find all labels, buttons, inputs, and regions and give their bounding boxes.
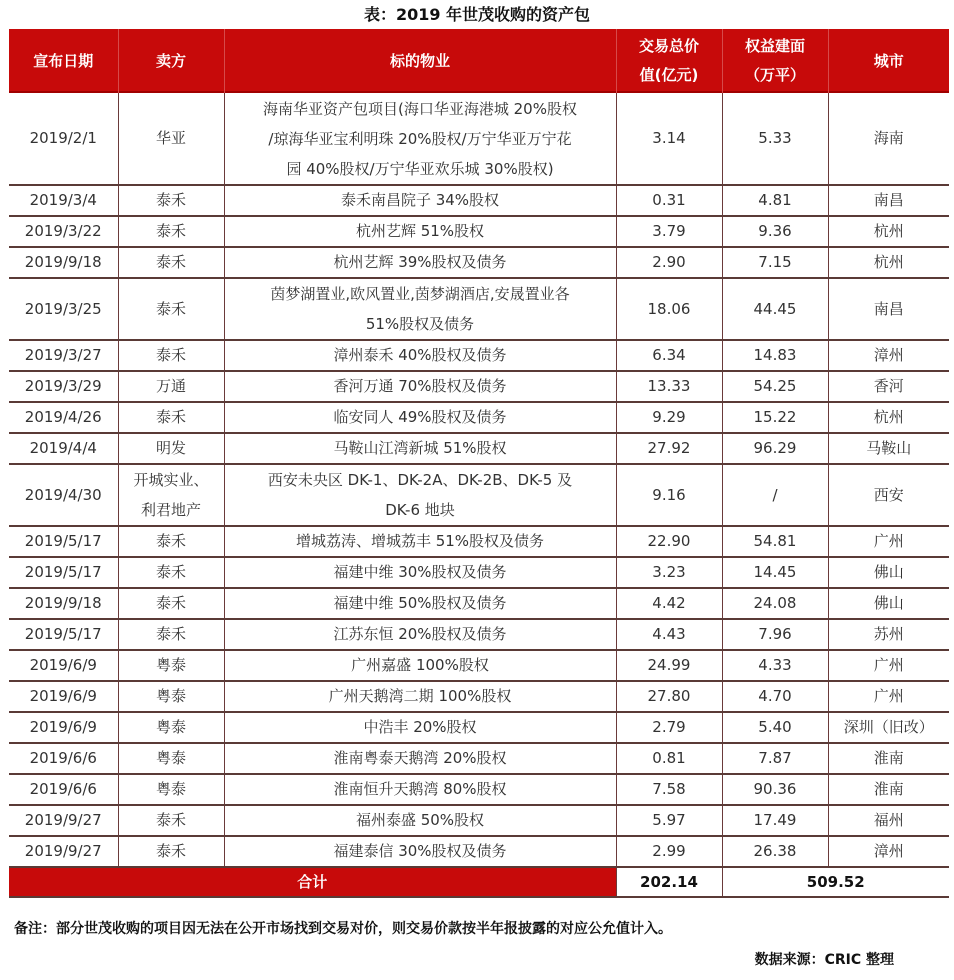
cell-area: 5.33	[722, 93, 828, 185]
cell-date: 2019/5/17	[9, 619, 118, 650]
asset-line: 江苏东恒 20%股权及债务	[333, 625, 507, 643]
seller-line: 利君地产	[140, 501, 201, 519]
cell-seller: 泰禾	[118, 805, 224, 836]
cell-date: 2019/6/6	[9, 774, 118, 805]
cell-city: 南昌	[828, 185, 949, 216]
table-row	[9, 93, 949, 185]
asset-line: 茵梦湖置业,欧风置业,茵梦湖酒店,安晟置业各	[270, 285, 570, 303]
cell-asset	[224, 557, 616, 588]
cell-asset	[224, 619, 616, 650]
cell-seller: 万通	[118, 371, 224, 402]
table-row	[9, 557, 949, 588]
table-row	[9, 588, 949, 619]
cell-value: 2.79	[616, 712, 722, 743]
cell-seller: 泰禾	[118, 588, 224, 619]
cell-asset	[224, 402, 616, 433]
cell-value: 22.90	[616, 526, 722, 557]
cell-area: 24.08	[722, 588, 828, 619]
cell-area: 44.45	[722, 278, 828, 340]
cell-asset	[224, 526, 616, 557]
table-row	[9, 402, 949, 433]
cell-area: 90.36	[722, 774, 828, 805]
table-title: 表：2019 年世茂收购的资产包	[363, 5, 591, 24]
header-city	[828, 29, 949, 93]
cell-date: 2019/4/30	[9, 464, 118, 526]
table-row	[9, 278, 949, 340]
cell-area: 15.22	[722, 402, 828, 433]
header-seller-label: 卖方	[155, 51, 186, 70]
cell-seller: 泰禾	[118, 402, 224, 433]
cell-asset	[224, 681, 616, 712]
cell-seller: 泰禾	[118, 836, 224, 867]
cell-city: 南昌	[828, 278, 949, 340]
cell-seller: 泰禾	[118, 185, 224, 216]
cell-seller: 泰禾	[118, 278, 224, 340]
table-row	[9, 774, 949, 805]
table-row	[9, 650, 949, 681]
header-area-line2: （万平）	[744, 66, 805, 84]
cell-area: 7.15	[722, 247, 828, 278]
total-label: 合计	[9, 867, 616, 897]
cell-city: 漳州	[828, 340, 949, 371]
cell-date: 2019/4/4	[9, 433, 118, 464]
cell-city: 香河	[828, 371, 949, 402]
cell-city: 苏州	[828, 619, 949, 650]
cell-area: 4.81	[722, 185, 828, 216]
cell-area: 26.38	[722, 836, 828, 867]
table-row	[9, 340, 949, 371]
cell-asset	[224, 433, 616, 464]
asset-line: 广州嘉盛 100%股权	[351, 656, 489, 674]
cell-value: 0.31	[616, 185, 722, 216]
table-row	[9, 247, 949, 278]
table-row	[9, 371, 949, 402]
cell-asset	[224, 185, 616, 216]
cell-area: 9.36	[722, 216, 828, 247]
cell-date: 2019/9/18	[9, 588, 118, 619]
asset-line: 海南华亚资产包项目(海口华亚海港城 20%股权	[263, 99, 577, 118]
cell-value: 0.81	[616, 743, 722, 774]
header-seller	[118, 29, 224, 93]
header-asset	[224, 29, 616, 93]
cell-date: 2019/9/18	[9, 247, 118, 278]
cell-value: 13.33	[616, 371, 722, 402]
asset-line: 马鞍山江湾新城 51%股权	[333, 439, 507, 457]
cell-seller: 粤泰	[118, 681, 224, 712]
cell-city: 杭州	[828, 247, 949, 278]
cell-asset	[224, 743, 616, 774]
cell-date: 2019/6/9	[9, 650, 118, 681]
header-value-line2: 值(亿元)	[639, 66, 699, 84]
cell-seller: 泰禾	[118, 340, 224, 371]
cell-seller: 泰禾	[118, 557, 224, 588]
cell-area: 7.87	[722, 743, 828, 774]
asset-line: 广州天鹅湾二期 100%股权	[328, 687, 512, 705]
cell-asset	[224, 712, 616, 743]
asset-line: 漳州泰禾 40%股权及债务	[333, 346, 507, 364]
asset-line: 西安未央区 DK-1、DK-2A、DK-2B、DK-5 及	[267, 471, 573, 489]
table-row	[9, 712, 949, 743]
cell-value: 2.90	[616, 247, 722, 278]
cell-value: 5.97	[616, 805, 722, 836]
table-row	[9, 464, 949, 526]
cell-asset	[224, 93, 616, 185]
asset-line: 福州泰盛 50%股权	[355, 811, 485, 829]
cell-value: 24.99	[616, 650, 722, 681]
cell-seller: 明发	[118, 433, 224, 464]
cell-asset	[224, 278, 616, 340]
cell-city: 广州	[828, 650, 949, 681]
cell-date: 2019/3/29	[9, 371, 118, 402]
cell-asset	[224, 340, 616, 371]
asset-line: 中浩丰 20%股权	[363, 718, 477, 736]
table-row	[9, 619, 949, 650]
cell-area: /	[722, 464, 828, 526]
cell-value: 27.80	[616, 681, 722, 712]
cell-seller: 粤泰	[118, 743, 224, 774]
cell-asset	[224, 836, 616, 867]
header-row	[9, 29, 949, 93]
asset-line: 香河万通 70%股权及债务	[333, 377, 507, 395]
cell-value: 3.23	[616, 557, 722, 588]
cell-area: 96.29	[722, 433, 828, 464]
cell-city: 淮南	[828, 774, 949, 805]
cell-date: 2019/3/4	[9, 185, 118, 216]
asset-line: 51%股权及债务	[365, 315, 475, 333]
cell-date: 2019/2/1	[29, 129, 97, 147]
asset-line: 淮南恒升天鹅湾 80%股权	[333, 780, 507, 798]
header-date-label: 宣布日期	[33, 51, 94, 70]
table-row	[9, 681, 949, 712]
cell-date: 2019/9/27	[9, 805, 118, 836]
asset-line: DK-6 地块	[385, 501, 455, 519]
cell-value: 18.06	[616, 278, 722, 340]
cell-date: 2019/3/27	[9, 340, 118, 371]
cell-city: 杭州	[828, 216, 949, 247]
cell-area: 14.83	[722, 340, 828, 371]
acquisition-table	[9, 29, 949, 898]
total-row	[9, 867, 949, 897]
cell-city: 广州	[828, 681, 949, 712]
cell-seller: 泰禾	[118, 247, 224, 278]
cell-city: 佛山	[828, 588, 949, 619]
cell-city: 广州	[828, 526, 949, 557]
cell-city: 西安	[828, 464, 949, 526]
cell-seller: 粤泰	[118, 774, 224, 805]
asset-line: 杭州艺辉 51%股权	[355, 222, 485, 240]
asset-line: /琼海华亚宝利明珠 20%股权/万宁华亚万宁花	[268, 129, 572, 148]
cell-city: 淮南	[828, 743, 949, 774]
cell-value: 7.58	[616, 774, 722, 805]
cell-area: 54.81	[722, 526, 828, 557]
cell-seller	[118, 464, 224, 526]
cell-date: 2019/5/17	[9, 557, 118, 588]
table-row	[9, 526, 949, 557]
cell-seller: 粤泰	[118, 712, 224, 743]
cell-asset	[224, 805, 616, 836]
cell-value: 9.29	[616, 402, 722, 433]
asset-line: 杭州艺辉 39%股权及债务	[333, 253, 507, 271]
table-row	[9, 743, 949, 774]
cell-date: 2019/3/25	[9, 278, 118, 340]
cell-asset	[224, 247, 616, 278]
cell-asset	[224, 650, 616, 681]
cell-date: 2019/6/9	[9, 712, 118, 743]
cell-city: 海南	[828, 93, 949, 185]
cell-seller: 泰禾	[118, 619, 224, 650]
table-row	[9, 805, 949, 836]
cell-seller: 粤泰	[118, 650, 224, 681]
cell-seller: 泰禾	[118, 216, 224, 247]
cell-city: 深圳（旧改）	[828, 712, 949, 743]
asset-line: 淮南粤泰天鹅湾 20%股权	[333, 749, 507, 767]
cell-value: 6.34	[616, 340, 722, 371]
cell-date: 2019/9/27	[9, 836, 118, 867]
total-value: 202.14	[616, 867, 722, 897]
cell-city: 马鞍山	[828, 433, 949, 464]
cell-seller: 华亚	[118, 93, 224, 185]
cell-value: 3.14	[616, 93, 722, 185]
cell-area: 4.70	[722, 681, 828, 712]
cell-date: 2019/4/26	[9, 402, 118, 433]
cell-asset	[224, 774, 616, 805]
cell-area: 54.25	[722, 371, 828, 402]
header-date	[9, 29, 118, 93]
total-area: 509.52	[722, 867, 949, 897]
header-value	[616, 29, 722, 93]
cell-value: 2.99	[616, 836, 722, 867]
cell-asset	[224, 216, 616, 247]
cell-city: 杭州	[828, 402, 949, 433]
seller-line: 开城实业、	[133, 471, 209, 489]
cell-value: 9.16	[616, 464, 722, 526]
cell-seller: 泰禾	[118, 526, 224, 557]
table-row	[9, 185, 949, 216]
header-area	[722, 29, 828, 93]
cell-date: 2019/6/9	[9, 681, 118, 712]
cell-date: 2019/6/6	[9, 743, 118, 774]
asset-line: 福建中维 30%股权及债务	[333, 563, 507, 581]
header-area-line1: 权益建面	[744, 37, 805, 55]
cell-area: 14.45	[722, 557, 828, 588]
cell-value: 3.79	[616, 216, 722, 247]
asset-line: 园 40%股权/万宁华亚欢乐城 30%股权)	[286, 159, 554, 178]
asset-line: 福建中维 50%股权及债务	[333, 594, 507, 612]
cell-date: 2019/5/17	[9, 526, 118, 557]
asset-line: 临安同人 49%股权及债务	[333, 408, 507, 426]
header-city-label: 城市	[873, 51, 904, 70]
cell-asset	[224, 371, 616, 402]
cell-value: 4.42	[616, 588, 722, 619]
cell-city: 福州	[828, 805, 949, 836]
cell-value: 4.43	[616, 619, 722, 650]
footnote: 备注：部分世茂收购的项目因无法在公开市场找到交易对价，则交易价款按半年报披露的对应公允值计入。	[14, 921, 672, 937]
cell-asset	[224, 588, 616, 619]
cell-area: 17.49	[722, 805, 828, 836]
cell-date: 2019/3/22	[9, 216, 118, 247]
cell-city: 佛山	[828, 557, 949, 588]
table-row	[9, 433, 949, 464]
table-row	[9, 216, 949, 247]
header-asset-label: 标的物业	[389, 51, 450, 70]
asset-line: 增城荔涛、增城荔丰 51%股权及债务	[295, 532, 545, 550]
asset-line: 福建泰信 30%股权及债务	[333, 842, 507, 860]
cell-area: 5.40	[722, 712, 828, 743]
asset-line: 泰禾南昌院子 34%股权	[340, 191, 500, 209]
table-row	[9, 836, 949, 867]
cell-value: 27.92	[616, 433, 722, 464]
cell-area: 4.33	[722, 650, 828, 681]
cell-area: 7.96	[722, 619, 828, 650]
header-value-line1: 交易总价	[638, 37, 699, 55]
cell-city: 漳州	[828, 836, 949, 867]
data-source: 数据来源：CRIC 整理	[754, 952, 894, 968]
cell-asset	[224, 464, 616, 526]
